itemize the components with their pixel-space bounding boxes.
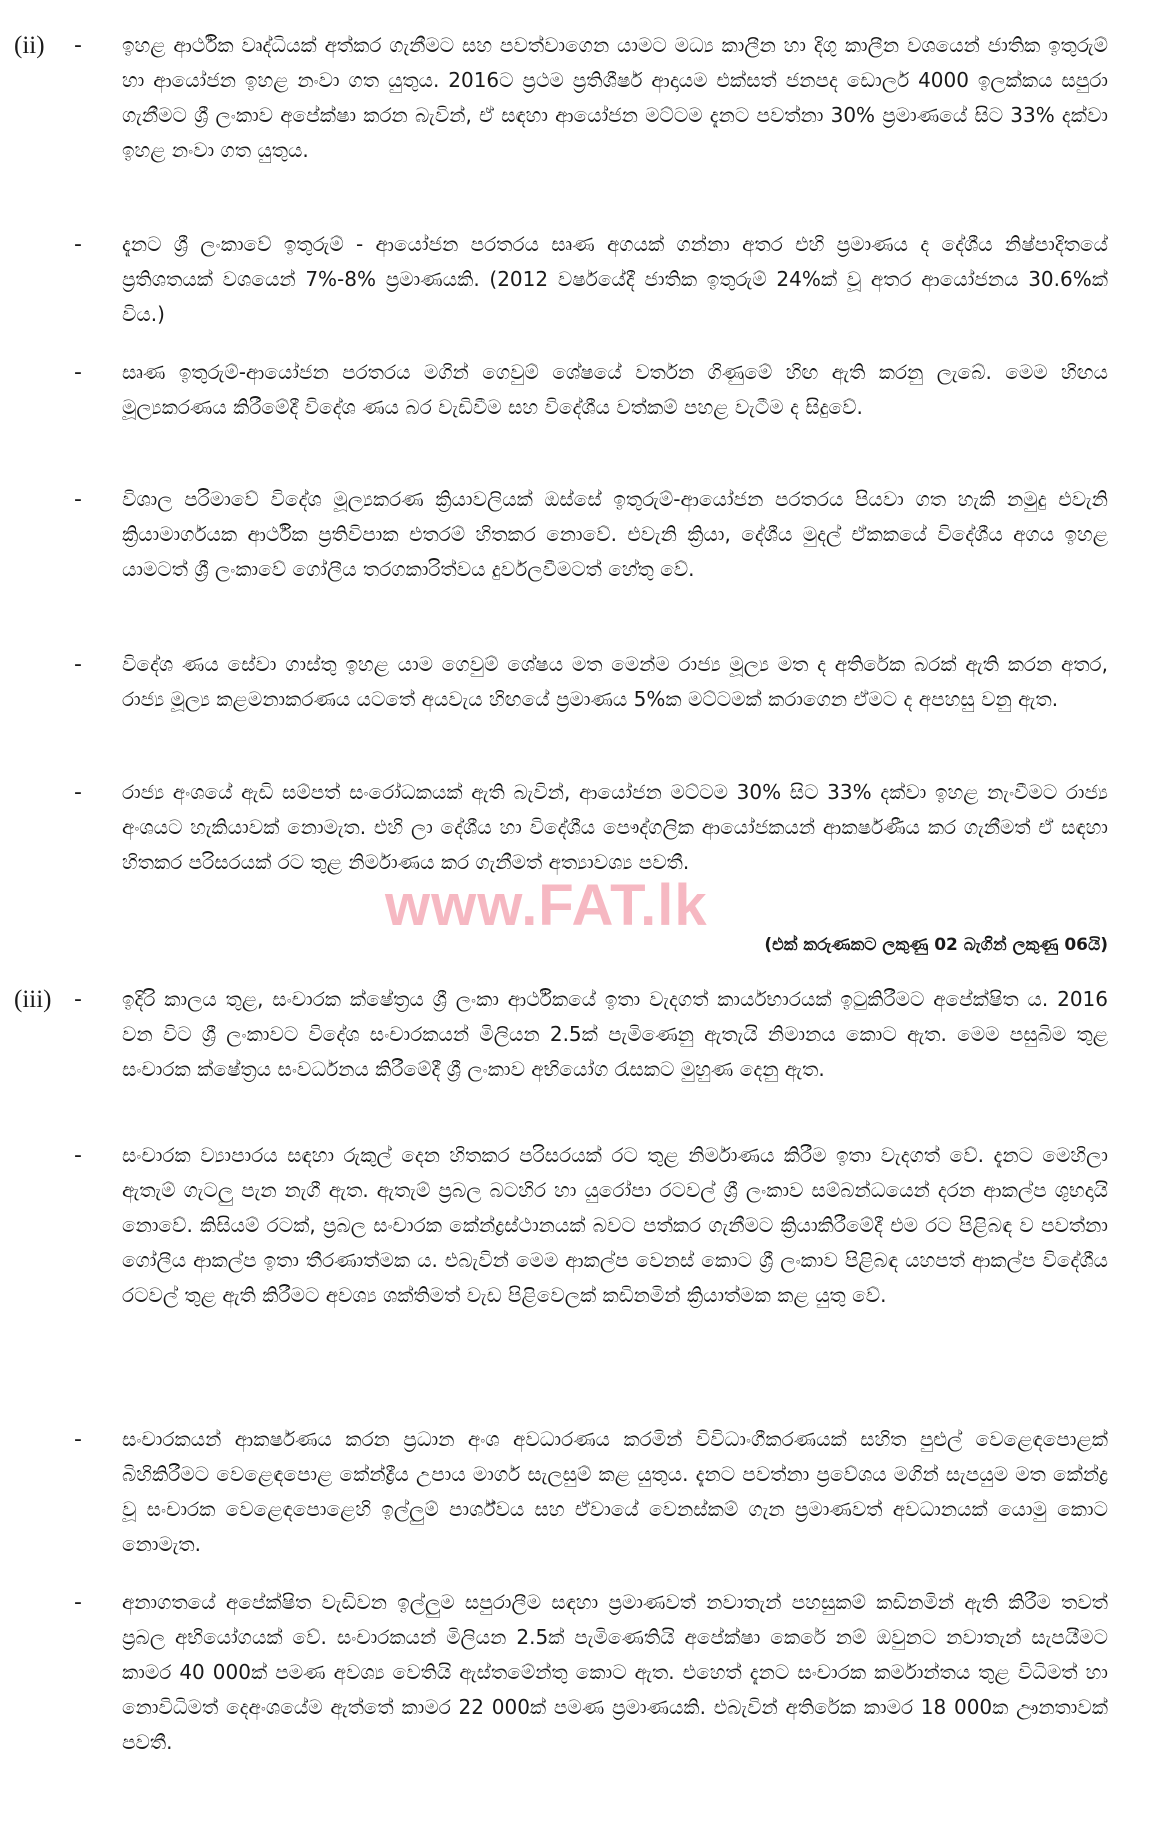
bullet-dash: - bbox=[74, 1590, 82, 1615]
paragraph: සංචාරකයන් ආකර්ෂණය කරන ප්‍රධාන අංශ අවධාරණය කරමින් විවිධාංගීකරණයක් සහිත පුළුල් වෙළෙඳපොළක් බිහිකිරීමට වෙළෙඳපොළ කේන්ද්‍රීය උපාය මාර්ග සැලසුම් කළ යුතුය. දැනට පවත්නා ප්‍රවේශය මගින් සැපයුම මත කේන්ද්‍ර වූ සංචාරක වෙළෙඳපොළෙහි ඉල්ලුම් පාර්ශ්වය සහ ඒවායේ වෙනස්කම් ගැන ප්‍රමාණවත් අවධානයක් යොමු කොට නොමැත. bbox=[122, 1427, 1108, 1556]
bullet-dash: - bbox=[74, 360, 82, 385]
paragraph: ඉහළ ආර්ථික වෘද්ධියක් අත්කර ගැනීමට සහ පවත්වාගෙන යාමට මධ්‍ය කාලීන හා දිගු කාලීන වශයෙන් ජාතික ඉතුරුම් හා ආයෝජන ඉහළ නංවා ගත යුතුය. 2016ට ප්‍රථම ප්‍රතිශීර්ෂ ආදායම එක්සත් ජනපද ඩොලර් 4000 ඉලක්කය සපුරා ගැනීමට ශ්‍රී ලංකාව අපේක්ෂා කරන බැවින්, ඒ සඳහා ආයෝජන මට්ටම දැනට පවත්නා 30% ප්‍රමාණයේ සිට 33% දක්වා ඉහළ නංවා ගත යුතුය. bbox=[122, 33, 1108, 162]
section-ii-label: (ii) bbox=[14, 32, 45, 59]
bullet-dash: - bbox=[74, 1143, 82, 1168]
marks-note: (එක් කරුණකට ලකුණු 02 බැගින් ලකුණු 06යි) bbox=[764, 935, 1108, 955]
bullet-dash: - bbox=[74, 487, 82, 512]
bullet-dash: - bbox=[74, 652, 82, 677]
paragraph: අනාගතයේ අපේක්ෂිත වැඩිවන ඉල්ලුම සපුරාලීම සඳහා ප්‍රමාණවත් නවාතැන් පහසුකම් කඩිනමින් ඇති කිරීම තවත් ප්‍රබල අභියෝගයක් වේ. සංචාරකයන් මිලියන 2.5ක් පැමිණෙතියි අපේක්ෂා කෙරේ නම් ඔවුනට නවාතැන් සැපයීමට කාමර 40 000ක් පමණ අවශ්‍ය වෙතියි ඇස්තමේන්තු කොට ඇත. එහෙත් දැනට සංචාරක කර්මාන්තය තුළ විධිමත් හා නොවිධිමත් දෙඅංශයේම ඇත්තේ කාමර 22 000ක් පමණ ප්‍රමාණයකි. එබැවින් අතිරේක කාමර 18 000ක ඌනතාවක් පවතී. bbox=[122, 1590, 1108, 1754]
paragraph: රාජ්‍ය අංශයේ ඇඩි සම්පත් සංරෝධකයක් ඇති බැවින්, ආයෝජන මට්ටම 30% සිට 33% දක්වා ඉහළ නැංවීමට රාජ්‍ය අංශයට හැකියාවක් නොමැත. එහි ලා දේශීය හා විදේශීය පෞද්ගලික ආයෝජකයන් ආකර්ෂණීය කර ගැනීමත් ඒ සඳහා හිතකර පරිසරයක් රට තුළ නිර්මාණය කර ගැනීමත් අත්‍යාවශ්‍ය පවතී. bbox=[122, 780, 1108, 874]
bullet-dash: - bbox=[74, 232, 82, 257]
paragraph: ඉදිරි කාලය තුළ, සංචාරක ක්ෂේත්‍රය ශ්‍රී ලංකා ආර්ථිකයේ ඉතා වැදගත් කාර්යභාරයක් ඉටුකිරීමට අපේක්ෂිත ය. 2016 වන විට ශ්‍රී ලංකාවට විදේශ සංචාරකයන් මිලියන 2.5ක් පැමිණෙනු ඇතැයි නිමානය කොට ඇත. මෙම පසුබිම තුළ සංචාරක ක්ෂේත්‍රය සංවර්ධනය කිරීමේදී ශ්‍රී ලංකාව අභියෝග රැසකට මුහුණ දෙනු ඇත. bbox=[122, 987, 1108, 1081]
bullet-dash: - bbox=[74, 33, 82, 58]
paragraph: විදේශ ණය සේවා ගාස්තු ඉහළ යාම ගෙවුම් ශේෂය මත මෙන්ම රාජ්‍ය මූල්‍ය මත ද අතිරේක බරක් ඇති කරන අතර, රාජ්‍ය මූල්‍ය කළමනාකරණය යටතේ අයවැය හිඟයේ ප්‍රමාණය 5%ක මට්ටමක් කරාගෙන ඒමට ද අපහසු වනු ඇත. bbox=[122, 652, 1108, 711]
paragraph: දැනට ශ්‍රී ලංකාවේ ඉතුරුම් - ආයෝජන පරතරය සෘණ අගයක් ගන්නා අතර එහි ප්‍රමාණය ද දේශීය නිෂ්පාදිතයේ ප්‍රතිශතයක් වශයෙන් 7%-8% ප්‍රමාණයකි. (2012 වර්ෂයේදී ජාතික ඉතුරුම් 24%ක් වූ අතර ආයෝජනය 30.6%ක් විය.) bbox=[122, 232, 1108, 326]
paragraph: සෘණ ඉතුරුම්-ආයෝජන පරතරය මගින් ගෙවුම් ශේෂයේ වර්තන ගිණුමේ හිඟ ඇති කරනු ලැබේ. මෙම හිඟය මූල්‍යකරණය කිරීමේදී විදේශ ණය බර වැඩිවීම සහ විදේශීය වත්කම් පහළ වැටීම ද සිදුවේ. bbox=[122, 360, 1108, 419]
bullet-dash: - bbox=[74, 780, 82, 805]
paragraph: විශාල පරිමාවේ විදේශ මූල්‍යකරණ ක්‍රියාවලියක් ඔස්සේ ඉතුරුම්-ආයෝජන පරතරය පියවා ගත හැකි නමුදු එවැනි ක්‍රියාමාර්ගයක ආර්ථික ප්‍රතිවිපාක එතරම් හිතකර නොවේ. එවැනි ක්‍රියා, දේශීය මුදල් ඒකකයේ විදේශීය අගය ඉහළ යාමටත් ශ්‍රී ලංකාවේ ගෝලීය තරගකාරිත්වය දුර්වලවීමටත් හේතු වේ. bbox=[122, 487, 1108, 581]
watermark: www.FAT.lk bbox=[385, 873, 708, 938]
section-iii-label: (iii) bbox=[14, 986, 52, 1013]
bullet-dash: - bbox=[74, 1427, 82, 1452]
paragraph: සංචාරක ව්‍යාපාරය සඳහා රුකුල් දෙන හිතකර පරිසරයක් රට තුළ නිර්මාණය කිරීම ඉතා වැදගත් වේ. දැනට මෙහිලා ඇතැම් ගැටලු පැන නැගී ඇත. ඇතැම් ප්‍රබල බටහිර හා යුරෝපා රටවල් ශ්‍රී ලංකාව සම්බන්ධයෙන් දරන ආකල්ප ශුභදායි නොවේ. කිසියම් රටක්, ප්‍රබල සංචාරක කේන්ද්‍රස්ථානයක් බවට පත්කර ගැනීමට ක්‍රියාකිරීමේදී එම රට පිළිබඳ ව පවත්නා ගෝලීය ආකල්ප ඉතා තීරණාත්මක ය. එබැවින් මෙම ආකල්ප වෙනස් කොට ශ්‍රී ලංකාව පිළිබඳ යහපත් ආකල්ප විදේශීය රටවල් තුළ ඇති කිරීමට අවශ්‍ය ශක්තිමත් වැඩ පිළිවෙලක් කඩිනමින් ක්‍රියාත්මක කළ යුතු වේ. bbox=[122, 1143, 1108, 1307]
bullet-dash: - bbox=[74, 987, 82, 1012]
